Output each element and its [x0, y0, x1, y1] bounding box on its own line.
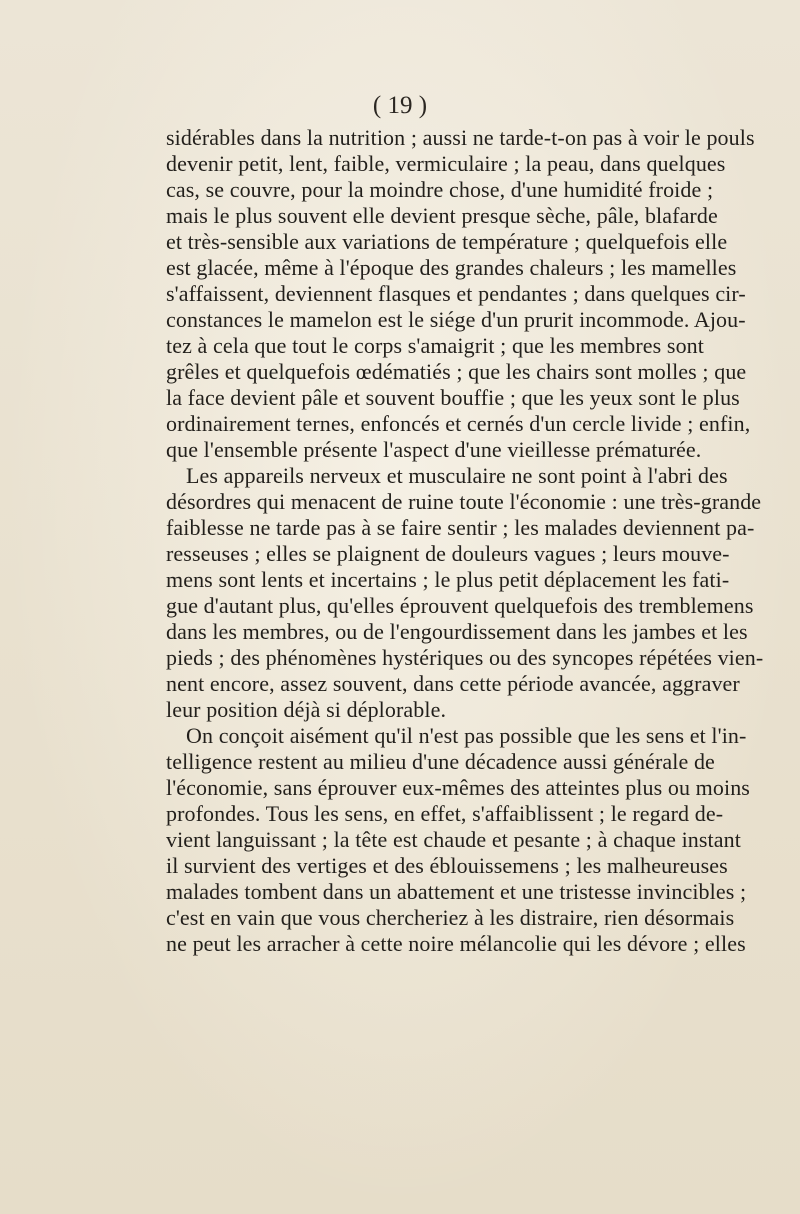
paragraph-start-line: Les appareils nerveux et musculaire ne sont point à l'abri des [186, 463, 728, 488]
text-line: que l'ensemble présente l'aspect d'une vieillesse prématurée. [166, 437, 702, 462]
text-line: mais le plus souvent elle devient presque sèche, pâle, blafarde [166, 203, 718, 228]
text-line: dans les membres, ou de l'engourdissement dans les jambes et les [166, 619, 748, 644]
text-line: telligence restent au milieu d'une décadence aussi générale de [166, 749, 715, 774]
text-line: est glacée, même à l'époque des grandes chaleurs ; les mamelles [166, 255, 737, 280]
text-line: sidérables dans la nutrition ; aussi ne tarde-t-on pas à voir le pouls [166, 125, 755, 150]
text-line: cas, se couvre, pour la moindre chose, d'une humidité froide ; [166, 177, 714, 202]
text-line: pieds ; des phénomènes hystériques ou des syncopes répétées vien- [166, 645, 764, 670]
text-line: il survient des vertiges et des éblouissemens ; les malheureuses [166, 853, 728, 878]
text-line: constances le mamelon est le siége d'un prurit incommode. Ajou- [166, 307, 746, 332]
text-line: leur position déjà si déplorable. [166, 697, 447, 722]
text-line: et très-sensible aux variations de température ; quelquefois elle [166, 229, 728, 254]
text-line: gue d'autant plus, qu'elles éprouvent quelquefois des tremblemens [166, 593, 754, 618]
page-number: ( 19 ) [372, 92, 428, 119]
text-line: nent encore, assez souvent, dans cette période avancée, aggraver [166, 671, 740, 696]
text-line: profondes. Tous les sens, en effet, s'affaiblissent ; le regard de- [166, 801, 724, 826]
text-line: faiblesse ne tarde pas à se faire sentir ; les malades deviennent pa- [166, 515, 755, 540]
text-line: c'est en vain que vous chercheriez à les distraire, rien désormais [166, 905, 735, 930]
text-line: vient languissant ; la tête est chaude et pesante ; à chaque instant [166, 827, 741, 852]
text-line: tez à cela que tout le corps s'amaigrit ; que les membres sont [166, 333, 704, 358]
text-line: resseuses ; elles se plaignent de douleurs vagues ; leurs mouve- [166, 541, 730, 566]
text-line: devenir petit, lent, faible, vermiculaire ; la peau, dans quelques [166, 151, 726, 176]
text-line: grêles et quelquefois œdématiés ; que les chairs sont molles ; que [166, 359, 747, 384]
text-line: l'économie, sans éprouver eux-mêmes des atteintes plus ou moins [166, 775, 750, 800]
text-line: malades tombent dans un abattement et une tristesse invincibles ; [166, 879, 747, 904]
text-line: ne peut les arracher à cette noire mélancolie qui les dévore ; elles [166, 931, 746, 956]
text-line: la face devient pâle et souvent bouffie ; que les yeux sont le plus [166, 385, 740, 410]
text-line: désordres qui menacent de ruine toute l'économie : une très-grande [166, 489, 762, 514]
text-line: ordinairement ternes, enfoncés et cernés d'un cercle livide ; enfin, [166, 411, 751, 436]
text-line: mens sont lents et incertains ; le plus petit déplacement les fati- [166, 567, 730, 592]
text-line: s'affaissent, deviennent flasques et pendantes ; dans quelques cir- [166, 281, 746, 306]
paragraph-start-line: On conçoit aisément qu'il n'est pas possible que les sens et l'in- [186, 723, 747, 748]
